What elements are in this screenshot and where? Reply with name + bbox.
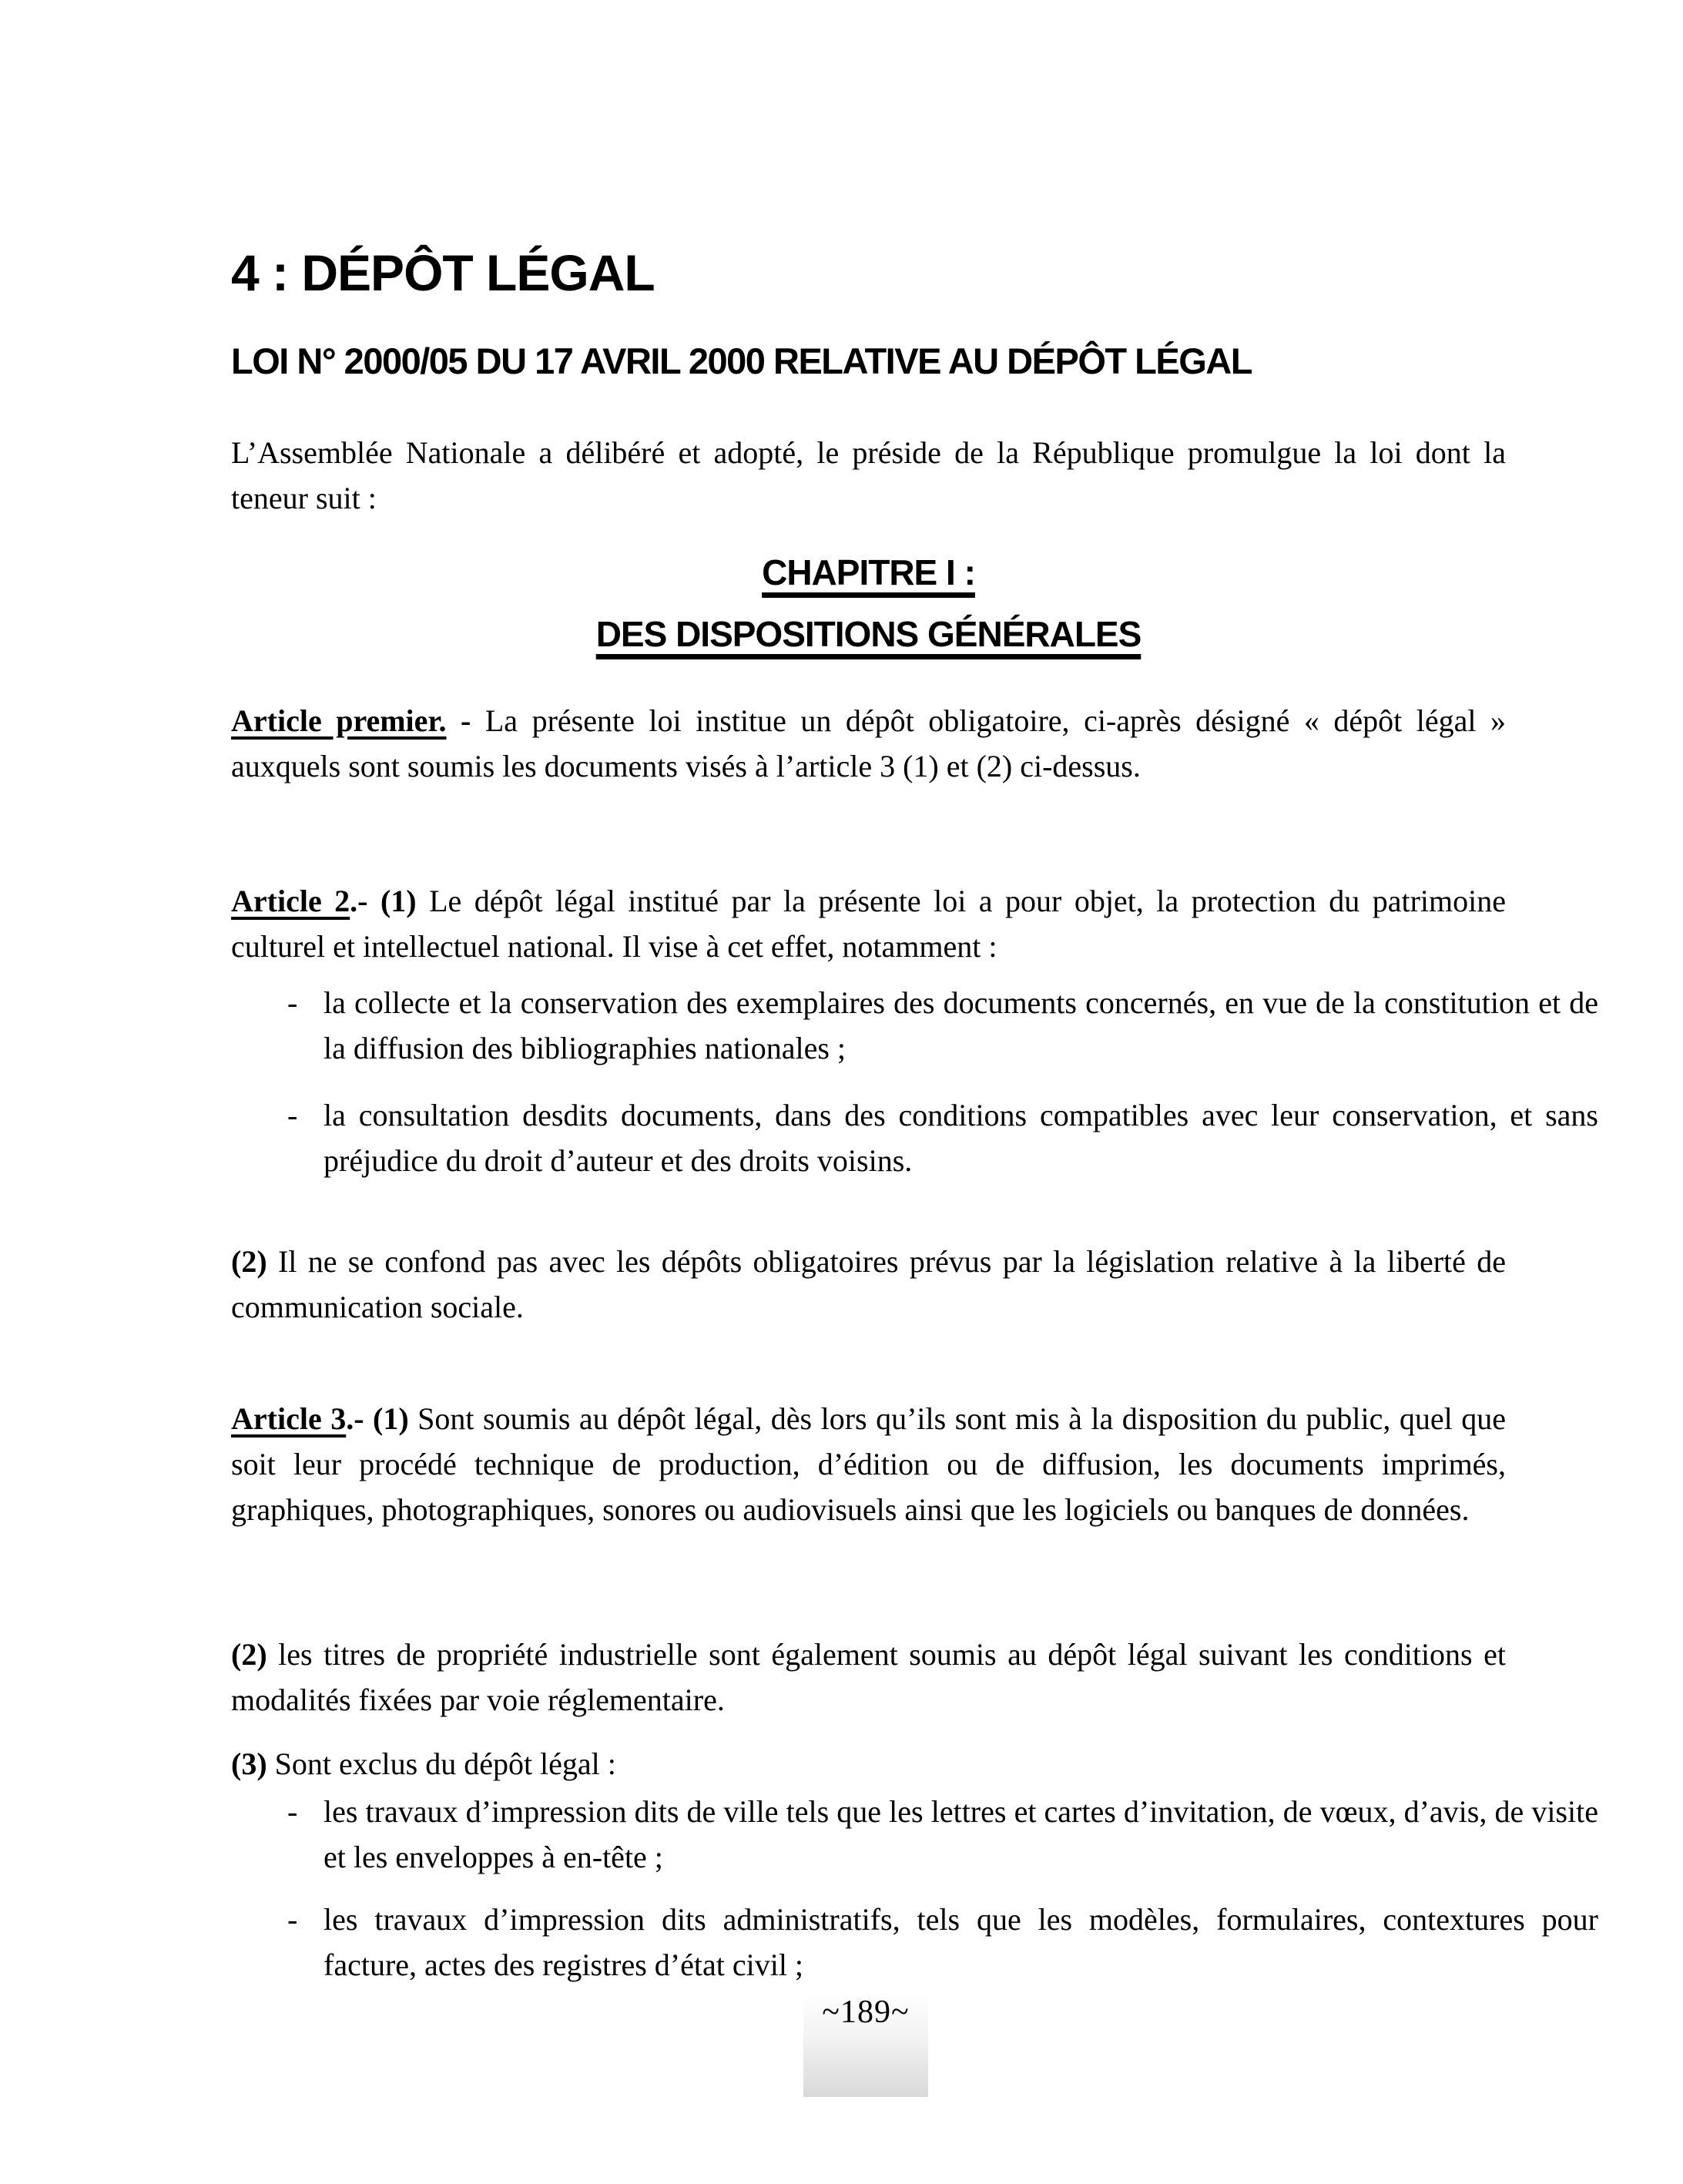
article-3-para-2-text: les titres de propriété industrielle sont également soumis au dépôt légal suivant les conditions et modalités fixées par voie réglementaire.	[231, 1637, 1506, 1717]
list-item	[231, 1789, 1598, 1880]
article-3-para-3-text: Sont exclus du dépôt légal :	[267, 1746, 616, 1781]
article-2-para-2-text: Il ne se confond pas avec les dépôts obligatoires prévus par la législation relative à la liberté de communication sociale.	[231, 1244, 1506, 1324]
bullet-dash: -	[287, 1902, 298, 1937]
list-item	[231, 1092, 1598, 1183]
list-item-text: les travaux d’impression dits administratifs, tels que les modèles, formulaires, contextures pour facture, actes des registres d’état civil ;	[324, 1902, 1598, 1982]
article-premier-separator: -	[446, 703, 485, 738]
article-2-para-1-number: (1)	[380, 884, 417, 918]
chapter-heading	[231, 552, 1506, 655]
bullet-dash: -	[287, 1794, 298, 1829]
article-2-label: Article 2	[231, 884, 350, 918]
list-item-text: la consultation desdits documents, dans des conditions compatibles avec leur conservation, et sans préjudice du droit d’auteur et des droits voisins.	[324, 1098, 1598, 1178]
bullet-dash: -	[287, 1098, 298, 1132]
article-2-label-suffix: .-	[350, 884, 381, 918]
article-3-label-suffix: .-	[346, 1401, 374, 1436]
list-item	[231, 1897, 1598, 1988]
article-premier-text: La présente loi institue un dépôt obligatoire, ci-après désigné « dépôt légal » auxquels sont soumis les documents visés à l’article 3 (1) et (2) ci-dessus.	[231, 703, 1507, 783]
law-heading: LOI N° 2000/05 DU 17 AVRIL 2000 RELATIVE AU DÉPÔT LÉGAL	[231, 341, 1252, 381]
intro-paragraph: L’Assemblée Nationale a délibéré et adopté, le préside de la République promulgue la loi dont la teneur suit :	[231, 435, 1506, 515]
article-2-paragraph-2	[231, 1239, 1506, 1330]
page-number: ~189~	[822, 1994, 910, 2030]
chapter-number: CHAPITRE I :	[762, 552, 975, 592]
article-3-label: Article 3	[231, 1401, 347, 1436]
chapter-number-line	[231, 552, 1506, 593]
article-2-para-1-text: Le dépôt légal institué par la présente loi a pour objet, la protection du patrimoine culturel et intellectuel national. Il vise à cet effet, notamment :	[231, 884, 1506, 964]
page-footer	[803, 1992, 928, 2097]
article-3-paragraph-3	[231, 1741, 1506, 1786]
article-3-para-2-number: (2)	[231, 1637, 267, 1672]
list-item-text: la collecte et la conservation des exemplaires des documents concernés, en vue de la constitution et de la diffusion des bibliographies nationales ;	[324, 985, 1598, 1065]
article-premier-paragraph	[231, 698, 1506, 789]
article-3-paragraph-2	[231, 1632, 1506, 1723]
page-title: 4 : DÉPÔT LÉGAL	[231, 244, 655, 302]
article-premier-label: Article premier.	[231, 703, 447, 738]
chapter-title: DES DISPOSITIONS GÉNÉRALES	[595, 614, 1142, 654]
chapter-title-line	[231, 613, 1506, 655]
bullet-dash: -	[287, 985, 298, 1020]
article-3-para-1-number: (1)	[373, 1401, 409, 1436]
article-2-para-2-number: (2)	[231, 1244, 267, 1279]
list-item-text: les travaux d’impression dits de ville tels que les lettres et cartes d’invitation, de vœux, d’avis, de visite et les enveloppes à en-tête ;	[324, 1794, 1598, 1874]
article-3-paragraph-1	[231, 1396, 1506, 1532]
list-item	[231, 980, 1598, 1071]
article-3-para-1-text: Sont soumis au dépôt légal, dès lors qu’ils sont mis à la disposition du public, quel que soit leur procédé technique de production, d’édition ou de diffusion, les documents imprimés, graphiques, photographiques, sonores ou audiovisuels ainsi que les logiciels ou banques de données.	[231, 1401, 1506, 1527]
article-2-paragraph-1	[231, 878, 1506, 969]
article-3-para-3-number: (3)	[231, 1746, 267, 1781]
